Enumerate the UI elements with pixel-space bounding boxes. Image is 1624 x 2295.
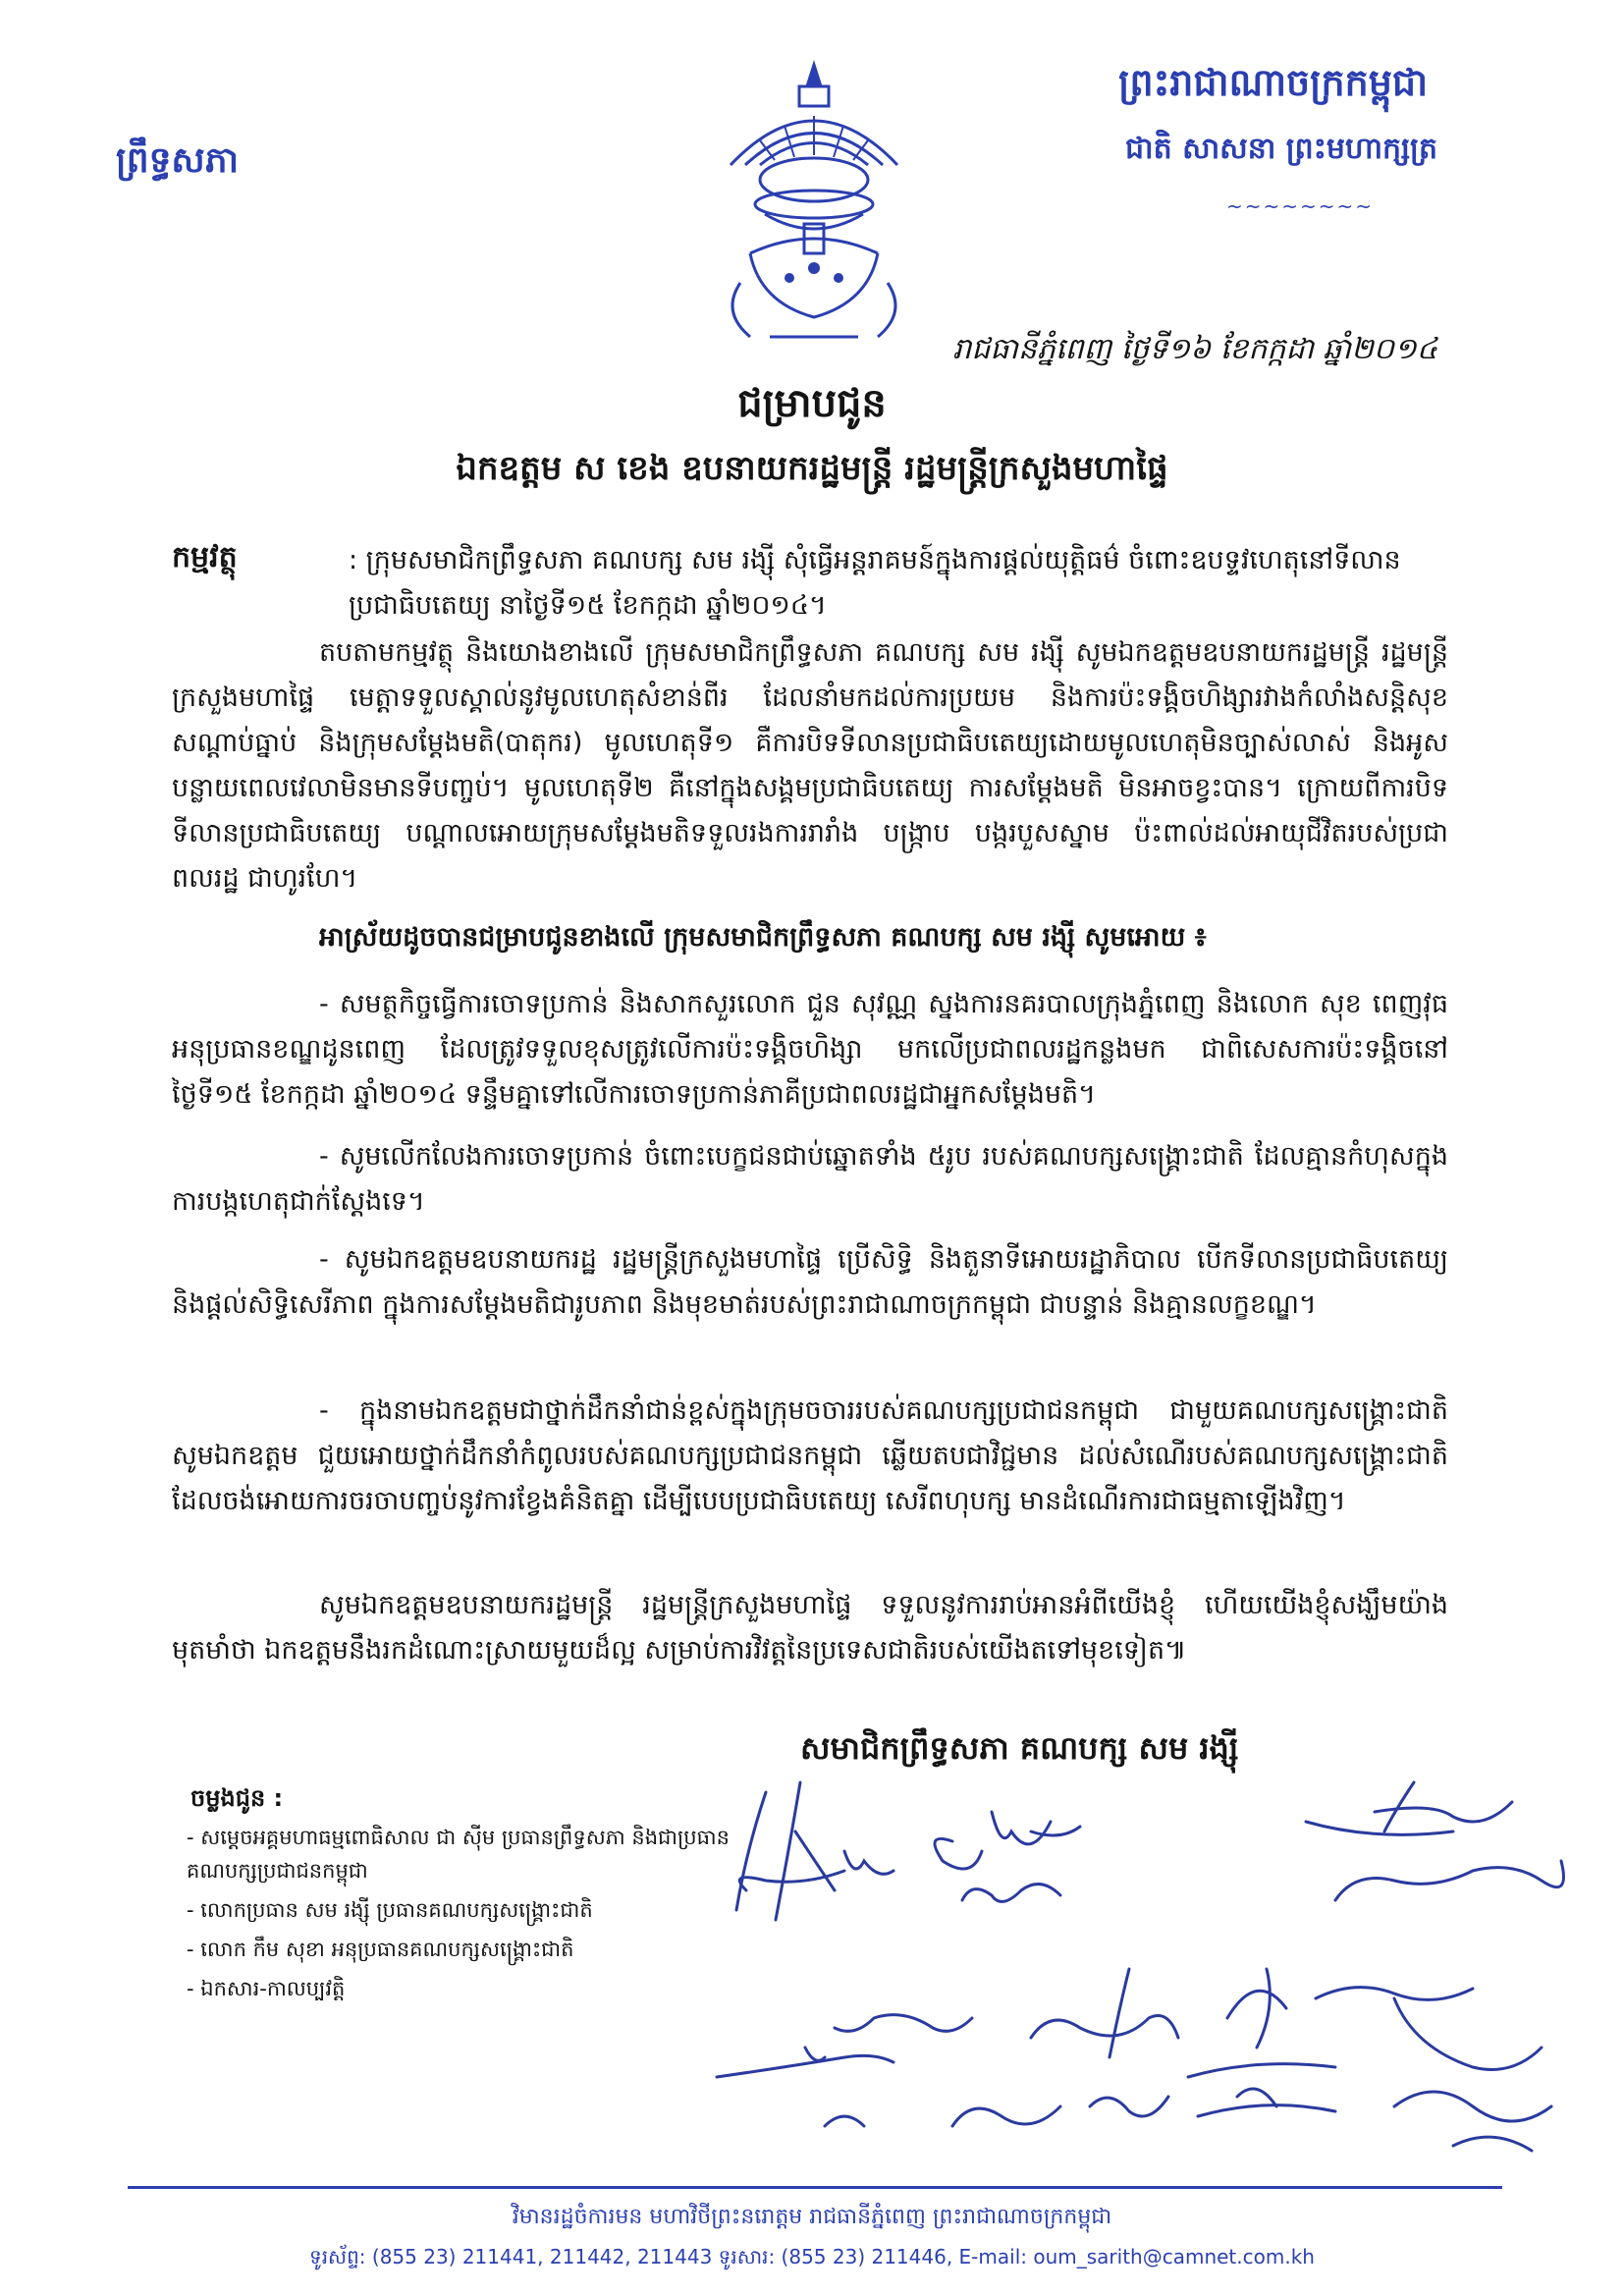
request-item-4: - ក្នុងនាមឯកឧត្តមជាថ្នាក់ដឹកនាំជាន់ខ្ពស់ក្នុងក្រុមចចាររបស់គណបក្សប្រជាជនកម្ពុជា ជាមួយគណបក្សសង្គ្រោះជាតិ សូមឯកឧត្តម ជួយអោយថ្នាក់ដឹកនាំកំពូលរបស់គណបក្សប្រជាជនកម្ពុជា ឆ្លើយតបជាវិជ្ជមាន ដល់សំណើរបស់គណបក្សសង្គ្រោះជាតិ ដែលចង់អោយការចរចាបញ្ចប់នូវការខ្វែងគំនិតគ្នា ដើម្បីបេបប្រជាធិបតេយ្យ សេរីពហុបក្ស មានដំណើរការជាធម្មតាឡើងវិញ។ bbox=[172, 1395, 1448, 1516]
handwritten-signatures bbox=[707, 1773, 1591, 2165]
copies-block bbox=[187, 1776, 736, 2011]
motto-ornament: ~~~~~~~~ bbox=[1225, 194, 1374, 218]
paragraph-1: តបតាមកម្មវត្ថុ និងយោងខាងលើ ក្រុមសមាជិកព្រឹទ្ធសភា គណបក្ស សម រង្ស៊ី សូមឯកឧត្តមឧបនាយករដ្ឋមន្ត្រី រដ្ឋមន្ត្រីក្រសួងមហាផ្ទៃ មេត្តាទទួលស្គាល់នូវមូលហេតុសំខាន់ពីរ ដែលនាំមកដល់ការប្រយម និងការប៉ះទង្គិចហិង្សារវាងកំលាំងសន្តិសុខសណ្ដាប់ធ្នាប់ និងក្រុមសម្ដែងមតិ(បាតុករ) មូលហេតុទី១ គឺការបិទទីលានប្រជាធិបតេយ្យដោយមូលហេតុមិនច្បាស់លាស់ និងអូសបន្លាយពេលវេលាមិនមានទីបញ្ចប់។ មូលហេតុទី២ គឺនៅក្នុងសង្គមប្រជាធិបតេយ្យ ការសម្ដែងមតិ មិនអាចខ្វះបាន។ ក្រោយពីការបិទទីលានប្រជាធិបតេយ្យ បណ្ដាលអោយក្រុមសម្ដែងមតិទទួលរងការរារាំង បង្ក្រាប បង្ករបួសស្នាម ប៉ះពាល់ដល់អាយុជីវិតរបស់ប្រជាពលរដ្ឋ ជាហូរហែ។ bbox=[172, 637, 1448, 894]
copies-title: ចម្លងជូន : bbox=[190, 1784, 284, 1812]
copy-recipient: - សម្ដេចអគ្គមហាធម្មពោធិសាល ជា ស៊ីម ប្រធានព្រឹទ្ធសភា និងជាប្រធានគណបក្សប្រជាជនកម្ពុជា bbox=[187, 1826, 730, 1883]
senate-header: ព្រឹទ្ធសភា bbox=[116, 140, 239, 181]
request-item-3: - សូមឯកឧត្តមឧបនាយករដ្ឋ រដ្ឋមន្ត្រីក្រសួងមហាផ្ទៃ ប្រើសិទ្ធិ និងតួនាទីអោយរដ្ឋាភិបាល បើកទីលានប្រជាធិបតេយ្យ និងផ្ដល់សិទ្ធិសេរីភាព ក្នុងការសម្ដែងមតិជារូបភាព និងមុខមាត់របស់ព្រះរាជាណាចក្រកម្ពុជា ជាបន្ទាន់ និងគ្មានលក្ខខណ្ឌ។ bbox=[172, 1244, 1448, 1320]
copies-list bbox=[187, 1821, 736, 2005]
letter-title: ជម្រាបជូន bbox=[737, 381, 887, 426]
request-item-2: - សូមលើកលែងការចោទប្រកាន់ ចំពោះបេក្ខជនជាប់ឆ្នោតទាំង ៥រូប របស់គណបក្សសង្គ្រោះជាតិ ដែលគ្មានកំហុសក្នុងការបង្កហេតុជាក់ស្ដែងទេ។ bbox=[172, 1141, 1448, 1217]
copy-recipient: - ឯកសារ-កាលប្បវត្តិ bbox=[187, 1977, 346, 2000]
request-intro: អាស្រ័យដូចបានជម្រាបជូនខាងលើ ក្រុមសមាជិកព្រឹទ្ធសភា គណបក្ស សម រង្ស៊ី សូមអោយ ៖ bbox=[319, 922, 1207, 953]
letter-date: រាជធានីភ្នំពេញ ថ្ងៃទី១៦ ខែកក្កដា ឆ្នាំ២០១៤ bbox=[952, 332, 1437, 366]
senate-emblem bbox=[711, 57, 917, 352]
signers-title: សមាជិកព្រឹទ្ធសភា គណបក្ស សម រង្ស៊ី bbox=[800, 1729, 1239, 1767]
national-motto: ជាតិ សាសនា ព្រះមហាក្សត្រ bbox=[1125, 132, 1437, 166]
recipient-line: ឯកឧត្តម ស ខេង ឧបនាយករដ្ឋមន្ត្រី រដ្ឋមន្ត្រីក្រសួងមហាផ្ទៃ bbox=[456, 449, 1168, 488]
closing-paragraph: សូមឯកឧត្តមឧបនាយករដ្ឋមន្ត្រី រដ្ឋមន្ត្រីក្រសួងមហាផ្ទៃ ទទួលនូវការរាប់អានអំពីយើងខ្ញុំ ហើយយើងខ្ញុំសង្ឃឹមយ៉ាងមុតមាំថា ឯកឧត្តមនឹងរកដំណោះស្រាយមួយដ៏ល្អ សម្រាប់ការវិវត្តនៃប្រទេសជាតិរបស់យើងតទៅមុខទៀត៕ bbox=[172, 1590, 1448, 1666]
subject-label: កម្មវត្ថុ bbox=[172, 540, 238, 574]
subject-text: : ក្រុមសមាជិកព្រឹទ្ធសភា គណបក្ស សម រង្ស៊ី សុំធ្វើអន្តរាគមន៍ក្នុងការផ្ដល់យុត្តិធម៌ ចំពោះឧបទ្ទវហេតុនៅទីលានប្រជាធិបតេយ្យ នាថ្ងៃទី១៥ ខែកក្កដា ឆ្នាំ២០១៤។ bbox=[349, 545, 1401, 621]
footer-divider bbox=[128, 2186, 1502, 2189]
footer-contact: ទូរស័ព្ទ: (855 23) 211441, 211442, 211443 ទូរសារ: (855 23) 211446, E-mail: oum_sarith@camnet.com.kh bbox=[309, 2245, 1315, 2268]
copy-recipient: - លោក កឹម សុខា អនុប្រធានគណបក្សសង្គ្រោះជាតិ bbox=[187, 1938, 574, 1961]
footer-address: វិមានរដ្ឋចំការមន មហាវិថីព្រះនរោត្តម រាជធានីភ្នំពេញ ព្រះរាជាណាចក្រកម្ពុជា bbox=[512, 2205, 1112, 2229]
request-item-1: - សមត្ថកិច្ចធ្វើការចោទប្រកាន់ និងសាកសួរលោក ជួន សុវណ្ណ ស្នងការនគរបាលក្រុងភ្នំពេញ និងលោក សុខ ពេញវុធ អនុប្រធានខណ្ឌដូនពេញ ដែលត្រូវទទួលខុសត្រូវលើការប៉ះទង្គិចហិង្សា មកលើប្រជាពលរដ្ឋកន្លងមក ជាពិសេសការប៉ះទង្គិចនៅថ្ងៃទី១៥ ខែកក្កដា ឆ្នាំ២០១៤ ទន្ទឹមគ្នាទៅលើការចោទប្រកាន់ភាគីប្រជាពលរដ្ឋជាអ្នកសម្ដែងមតិ។ bbox=[172, 989, 1448, 1110]
kingdom-header: ព្រះរាជាណាចក្រកម្ពុជា bbox=[1118, 61, 1428, 104]
copy-recipient: - លោកប្រធាន សម រង្ស៊ី ប្រធានគណបក្សសង្គ្រោះជាតិ bbox=[187, 1898, 593, 1922]
